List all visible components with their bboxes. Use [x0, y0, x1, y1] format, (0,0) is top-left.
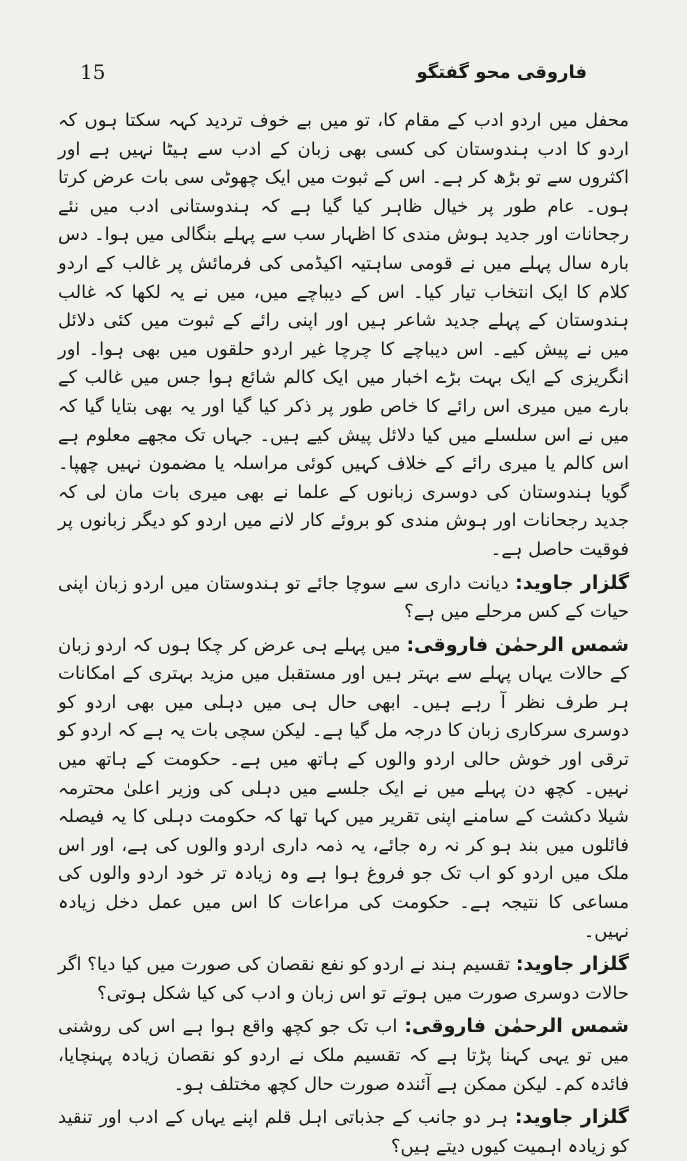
paragraph — [58, 1012, 629, 1099]
paragraph-text: محفل میں اردو ادب کے مقام کا، تو میں بے خوف تردید کہہ سکتا ہوں کہ اردو کا ادب ہندوستان کی کسی بھی زبان کے ادب سے ہیٹا نہیں ہے اور اکثروں سے تو بڑھ کر ہے۔ اس کے ثبوت میں ایک چھوٹی سی بات عرض کرتا ہوں۔ عام طور پر خیال ظاہر کیا گیا ہے کہ ہندوستانی ادب میں نئے رجحانات اور جدید ہوش مندی کا اظہار سب سے پہلے بنگالی میں ہوا۔ دس بارہ سال پہلے میں نے قومی ساہتیہ اکیڈمی کی فرمائش پر غالب کے اردو کلام کا ایک انتخاب تیار کیا۔ اس کے دیباچے میں، میں نے یہ لکھا کہ غالب ہندوستان کے پہلے جدید شاعر ہیں اور اپنی رائے کے ثبوت میں کئی دلائل میں نے پیش کیے۔ اس دیباچے کا چرچا غیر اردو حلقوں میں بھی ہوا۔ اور انگریزی کے ایک بہت بڑے اخبار میں ایک کالم شائع ہوا جس میں غالب کے بارے میں میری اس رائے کا خاص طور پر ذکر کیا گیا اور یہ بھی بتایا گیا کہ میں نے اس سلسلے میں کیا دلائل پیش کیے ہیں۔ جہاں تک مجھے معلوم ہے اس کالم یا میری رائے کے خلاف کہیں کوئی مراسلہ یا مضمون نہیں چھپا۔ گویا ہندوستان کی دوسری زبانوں کے علما نے بھی میری بات مان لی کہ جدید رجحانات اور ہوش مندی کو بروئے کار لانے میں اردو کو دیگر زبانوں پر فوقیت حاصل ہے۔ — [58, 110, 629, 560]
page-number: 15 — [80, 60, 106, 84]
speaker-label: گلزار جاوید: — [515, 953, 629, 976]
paragraph-text: دیانت داری سے سوچا جائے تو ہندوستان میں اردو زبان اپنی حیات کے کس مرحلے میں ہے؟ — [58, 572, 629, 623]
page-header — [80, 60, 587, 84]
paragraph-text: اب تک جو کچھ واقع ہوا ہے اس کی روشنی میں تو یہی کہنا پڑتا ہے کہ تقسیم ملک نے اردو کو نقصان زیادہ پہنچایا، فائدہ کم۔ لیکن ممکن ہے آئندہ صورت حال کچھ مختلف ہو۔ — [58, 1016, 629, 1095]
speaker-label: شمس الرحمٰن فاروقی: — [404, 1015, 629, 1038]
paragraph — [58, 569, 629, 627]
paragraph — [58, 950, 629, 1008]
paragraph — [58, 106, 629, 565]
body-text — [58, 106, 629, 1161]
speaker-label: شمس الرحمٰن فاروقی: — [406, 633, 629, 656]
paragraph — [58, 631, 629, 947]
paragraph — [58, 1103, 629, 1161]
speaker-label: گلزار جاوید: — [515, 571, 630, 594]
paragraph-text: میں پہلے ہی عرض کر چکا ہوں کہ اردو زبان کے حالات یہاں پہلے سے بہتر ہیں اور مستقبل میں مزید بہتری کے امکانات ہر طرف نظر آ رہے ہیں۔ ابھی حال ہی میں دہلی میں بھی اردو کو دوسری سرکاری زبان کا درجہ مل گیا ہے۔ لیکن سچی بات یہ ہے کہ اردو کو ترقی اور خوش حالی اردو والوں کے ہاتھ میں ہے۔ حکومت کے ہاتھ میں نہیں۔ کچھ دن پہلے میں نے ایک جلسے میں دہلی کی وزیر اعلیٰ محترمہ شیلا دکشت کے سامنے اپنی تقریر میں کہا تھا کہ حکومت دہلی کا یہ فیصلہ فائلوں میں بند ہو کر نہ رہ جائے، یہ ذمہ داری اردو والوں کی ہے، اور اس ملک میں اردو کو اب تک جو فروغ ہوا ہے وہ زیادہ تر خود اردو والوں کی مساعی کا نتیجہ ہے۔ حکومت کی مراعات کا اس میں عمل دخل زیادہ نہیں۔ — [58, 634, 629, 942]
paragraph-text: ہر دو جانب کے جذباتی اہل قلم اپنے یہاں کے ادب اور تنقید کو زیادہ اہمیت کیوں دیتے ہیں؟ — [58, 1107, 629, 1157]
running-title: فاروقی محو گفتگو — [416, 61, 587, 83]
speaker-label: گلزار جاوید: — [514, 1106, 629, 1129]
paragraph-text: تقسیم ہند نے اردو کو نفع نقصان کی صورت میں کیا دیا؟ اگر حالات دوسری صورت میں ہوتے تو اس زبان و ادب کی کیا شکل ہوتی؟ — [58, 954, 629, 1004]
